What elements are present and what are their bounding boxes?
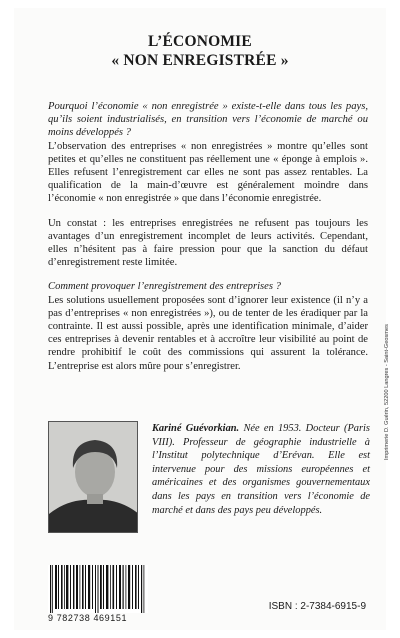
author-section: [48, 421, 370, 533]
blurb-text: [48, 100, 368, 384]
author-bio: [152, 422, 370, 517]
author-photo: [48, 421, 138, 533]
isbn: ISBN : 2-7384-6915-9: [268, 601, 366, 612]
paragraph-solutions: Les solutions usuellement proposées sont d’ignorer leur existence (il n’y a pas d’entreprises « non enregistrées »), ou de tenter de les éradiquer par la contrainte. Il est aussi possible, après une identification minimale, d’aider ces entreprises à devenir rentables et à accroître leur visibilité au point de rendre prohibitif le coût des commissions qui assurent la tolérance. L’entreprise est alors mûre pour s’enregistrer.: [48, 294, 368, 372]
author-name: Kariné Guévorkian.: [152, 423, 240, 434]
title-line-1: L’ÉCONOMIE: [148, 33, 252, 50]
barcode-number: 9 782738 469151: [48, 613, 128, 623]
question-1: Pourquoi l’économie « non enregistrée » existe-t-elle dans tous les pays, qu’ils soient industrialisés, en transition vers l’économie de marché ou moins développés ?: [48, 101, 368, 139]
question-2: Comment provoquer l’enregistrement des entreprises ?: [48, 281, 281, 293]
printer-credit: Imprimerie D. Guérin, 52200 Langres - Saint-Geosmes: [384, 324, 390, 460]
book-title: [0, 32, 400, 70]
title-line-2: « NON ENREGISTRÉE »: [111, 52, 289, 69]
paragraph-constat: Un constat : les entreprises enregistrées ne refusent pas toujours les avantages d’un enregistrement incomplet de leurs activités. Cependant, elles n’hésitent pas à faire pression pour que la sanction du défaut d’enregistrement reste limitée.: [48, 217, 368, 269]
paragraph-observation: L’observation des entreprises « non enregistrées » montre qu’elles sont petites et qu’elles ne constituent pas réellement une « éponge à emplois ». Elles refusent l’enregistrement car elles ne sont pas assez rentables. La qualification de la main-d’œuvre est généralement moindre dans l’économie « non enregistrée » que dans l’économie enregistrée.: [48, 140, 368, 205]
author-description: Née en 1953. Docteur (Paris VIII). Professeur de géographie industrielle à l’Institut polytechnique d’Erévan. Elle est intervenue pour des missions européennes et américaines et des organismes gouvernementaux dans les pays en transition vers l’économie de marché et dans des pays peu développés.: [152, 423, 370, 516]
barcode-image: [48, 565, 148, 613]
